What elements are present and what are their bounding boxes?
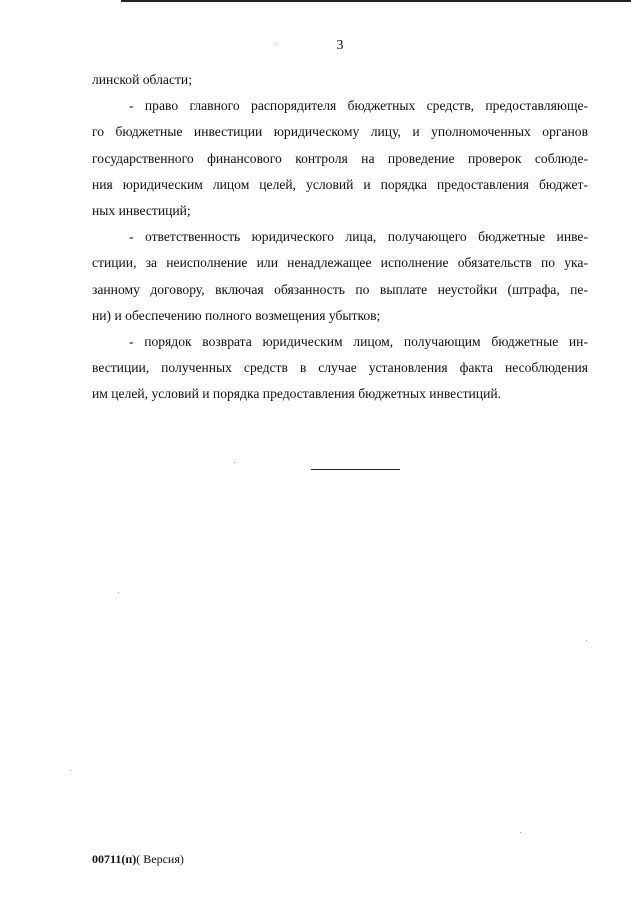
scan-speck: [586, 640, 587, 641]
text-line: линской области;: [92, 72, 192, 87]
scan-speck: [520, 832, 521, 833]
text-line: им целей, условий и порядка предоставления бюджетных инвестиций.: [92, 386, 502, 402]
text-line: ни) и обеспечению полного возмещения убытков;: [92, 307, 381, 323]
text-line: занному договору, включая обязанность по выплате неустойки (штрафа, пе-: [92, 281, 588, 297]
text-line: - право главного распорядителя бюджетных средств, предоставляюще-: [129, 98, 588, 114]
text-line: ния юридическим лицом целей, условий и порядка предоставления бюджет-: [92, 176, 588, 192]
document-body: [92, 67, 588, 408]
scan-speck: [234, 462, 235, 463]
scan-speck: [276, 44, 277, 45]
scan-speck: [70, 770, 71, 771]
text-line: го бюджетные инвестиции юридическому лицу, и уполномоченных органов: [92, 124, 588, 140]
document-code: 00711(п): [92, 852, 137, 866]
scan-speck: [118, 592, 119, 593]
document-version: ( Версия): [136, 852, 184, 866]
text-line: ных инвестиций;: [92, 203, 191, 219]
text-line: вестиции, полученных средств в случае установления факта несоблюдения: [92, 360, 588, 376]
page-number: 3: [336, 38, 344, 53]
text-line: государственного финансового контроля на проведение проверок соблюде-: [92, 150, 588, 166]
top-border-line: [121, 0, 631, 2]
text-line: стиции, за неисполнение или ненадлежащее исполнение обязательств по ука-: [92, 255, 588, 271]
end-of-document-line: [311, 469, 400, 470]
text-line: - порядок возврата юридическим лицом, получающим бюджетные ин-: [129, 334, 588, 350]
text-line: - ответственность юридического лица, получающего бюджетные инве-: [129, 229, 588, 245]
document-footer: [92, 852, 184, 867]
